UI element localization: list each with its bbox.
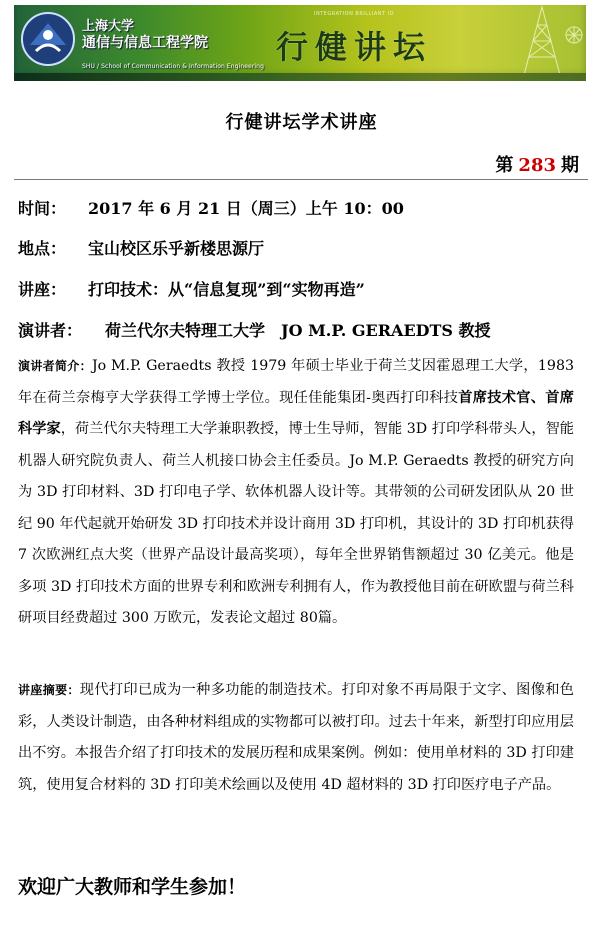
- lecture-value: 打印技术：从“信息复现”到“实物再造”: [88, 280, 365, 299]
- abstract-label: 讲座摘要：: [18, 683, 80, 697]
- school-name: [82, 19, 264, 70]
- banner-stripe: [14, 73, 586, 81]
- lattice-tower-graphic: [484, 5, 586, 75]
- bio-label: 演讲者简介：: [18, 359, 92, 373]
- speaker-value: 荷兰代尔夫特理工大学 JO M.P. GERAEDTS 教授: [105, 321, 491, 340]
- school-name-line2: 通信与信息工程学院: [82, 35, 208, 51]
- header-banner: [14, 5, 586, 81]
- university-logo: [20, 11, 76, 67]
- speaker-row: [18, 318, 491, 341]
- welcome-message: 欢迎广大教师和学生参加！: [18, 876, 247, 898]
- time-value: 2017 年 6 月 21 日（周三）上午 10：00: [88, 199, 404, 218]
- time-row: [18, 196, 404, 219]
- time-label: 时间：: [18, 199, 67, 218]
- divider: [14, 179, 588, 180]
- location-row: [18, 236, 264, 259]
- location-label: 地点：: [18, 239, 67, 258]
- issue-suffix: 期: [561, 155, 579, 176]
- abstract-text: 现代打印已成为一种多功能的制造技术。打印对象不再局限于文字、图像和色彩，人类设计制造，由各种材料组成的实物都可以被打印。过去十年来，新型打印应用层出不穷。本报告介绍了打印技术的发展历程和成果案例。例如：使用单材料的 3D 打印建筑，使用复合材料的 3D 打印美术绘画以及使用 4D 超材料的 3D 打印医疗电子产品。: [18, 682, 574, 793]
- location-value: 宝山校区乐乎新楼思源厅: [88, 239, 265, 258]
- bio-text-1: Jo M.P. Geraedts 教授 1979 年硕士毕业于荷兰艾因霍恩理工大学，1983 年在荷兰奈梅亨大学获得工学博士学位。现任佳能集团-奥西打印科技: [18, 358, 574, 406]
- bio-text-bold: 首席技术官、首席科学家: [18, 389, 574, 437]
- speaker-label: 演讲者：: [18, 321, 83, 340]
- school-name-line1: 上海大学: [82, 19, 135, 34]
- school-name-english: SHU / School of Communication & Information Engineering: [82, 63, 264, 70]
- bio-text-2: ，荷兰代尔夫特理工大学兼职教授，博士生导师，智能 3D 打印学科带头人，智能机器人研究院负责人、荷兰人机接口协会主任委员。Jo M.P. Geraedts 教授的研究方向为 3D 打印材料、3D 打印电子学、软体机器人设计等。其带领的公司研发团队从 20 世纪 90 年代起就开始研发 3D 打印技术并设计商用 3D 打印机，其设计的 3D 打印机获得 7 次欧洲红点大奖（世界产品设计最高奖项），每年全世界销售额超过 30 亿美元。他是多项 3D 打印技术方面的世界专利和欧洲专利拥有人，作为教授他目前在研欧盟与荷兰科研项目经费超过 300 万欧元，发表论文超过 80篇。: [18, 421, 574, 626]
- banner-small-text: INTEGRATION BRILLIANT ID: [314, 11, 394, 17]
- lecture-abstract: [18, 675, 574, 801]
- lecture-row: [18, 277, 365, 300]
- issue-number: [495, 151, 579, 177]
- issue-prefix: 第: [495, 155, 514, 176]
- page-title: 行健讲坛学术讲座: [225, 112, 378, 133]
- issue-number-value: 283: [518, 155, 556, 176]
- lecture-label: 讲座：: [18, 280, 67, 299]
- forum-name: 行健讲坛: [276, 28, 433, 66]
- speaker-bio: [18, 351, 574, 635]
